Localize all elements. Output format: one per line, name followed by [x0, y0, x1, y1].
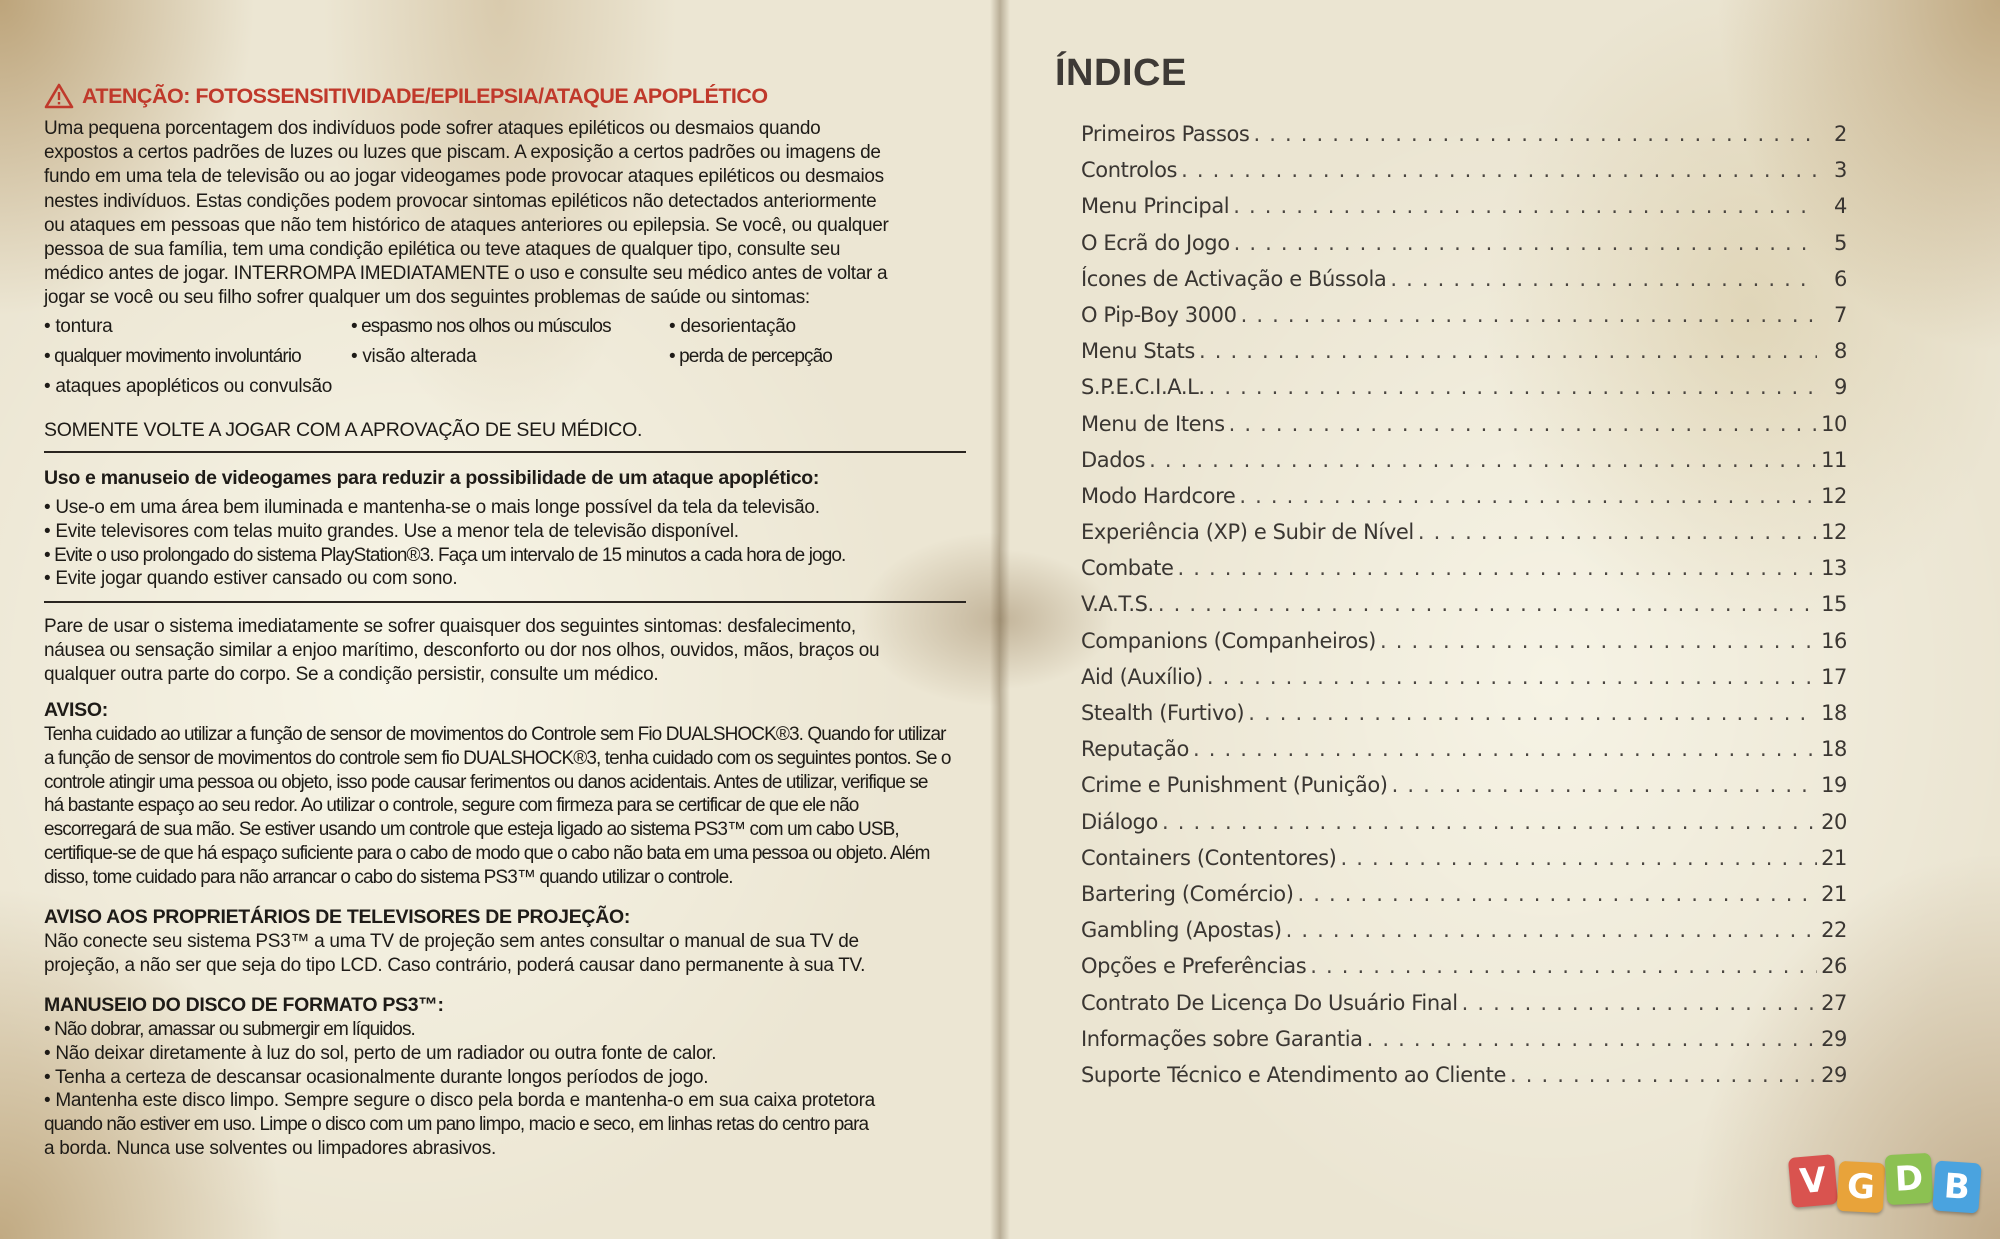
toc-leader-dots — [1310, 954, 1817, 978]
toc-entry-page-number: 16 — [1821, 628, 1847, 653]
toc-entry — [1081, 122, 1847, 158]
list-item: • Use-o em uma área bem iluminada e mantenha-se o mais longe possível da tela da televisão. — [44, 497, 820, 518]
toc-entry — [1081, 882, 1847, 918]
toc-entry-page-number: 9 — [1834, 375, 1847, 400]
toc-leader-dots — [1253, 122, 1817, 146]
toc-entry — [1081, 303, 1847, 339]
disc-paragraph — [44, 1018, 966, 1161]
logo-letter-tile: V — [1788, 1154, 1838, 1208]
aviso-paragraph — [44, 723, 966, 890]
toc-entry-label: Menu de Itens — [1081, 411, 1225, 436]
symptom-item: • visão alterada — [351, 346, 477, 367]
toc-entry-label: Dados — [1081, 447, 1146, 472]
symptom-item: • ataques apopléticos ou convulsão — [44, 376, 332, 397]
logo-letter-tile: D — [1885, 1153, 1934, 1205]
book-gutter — [990, 0, 1010, 1239]
toc-entry — [1081, 231, 1847, 267]
toc-leader-dots — [1462, 991, 1817, 1015]
toc-entry-label: Reputação — [1081, 737, 1189, 762]
toc-leader-dots — [1162, 810, 1817, 834]
toc-leader-dots — [1298, 882, 1817, 906]
toc-entry-label: Experiência (XP) e Subir de Nível — [1081, 520, 1414, 545]
list-item: • Evite televisores com telas muito grandes. Use a menor tela de televisão disponível. — [44, 520, 739, 542]
toc-leader-dots — [1149, 448, 1817, 472]
toc-entry-page-number: 19 — [1821, 773, 1847, 798]
toc-leader-dots — [1181, 158, 1817, 182]
page-title: ÍNDICE — [1055, 52, 1187, 94]
paragraph-line: controle atingir uma pessoa ou objeto, isso pode causar ferimentos ou danos acidentais. Antes de utilizar, verifique se — [44, 771, 928, 793]
toc-leader-dots — [1193, 737, 1817, 761]
toc-entry-label: Gambling (Apostas) — [1081, 918, 1282, 943]
approval-text: SOMENTE VOLTE A JOGAR COM A APROVAÇÃO DE SEU MÉDICO. — [44, 419, 643, 441]
paragraph-line: • Mantenha este disco limpo. Sempre segure o disco pela borda e mantenha-o em sua caixa protetora — [44, 1090, 875, 1112]
logo-letter-tile: B — [1932, 1160, 1981, 1213]
paragraph-line: médico antes de jogar. INTERROMPA IMEDIATAMENTE o uso e consulte seu médico antes de voltar a — [44, 263, 888, 285]
list-item: • Evite jogar quando estiver cansado ou com sono. — [44, 568, 458, 590]
warning-title-text: ATENÇÃO: FOTOSSENSITIVIDADE/EPILEPSIA/ATAQUE APOPLÉTICO — [82, 83, 768, 108]
toc-entry — [1081, 1063, 1847, 1099]
paragraph-line: quando não estiver em uso. Limpe o disco com um pano limpo, macio e seco, em linhas retas do centro para — [44, 1114, 869, 1136]
toc-entry-label: Diálogo — [1081, 809, 1158, 834]
toc-leader-dots — [1380, 629, 1817, 653]
toc-entry — [1081, 918, 1847, 954]
symptom-item: • tontura — [44, 316, 113, 337]
disc-heading: MANUSEIO DO DISCO DE FORMATO PS3™: — [44, 994, 444, 1016]
toc-entry — [1081, 520, 1847, 556]
projection-paragraph — [44, 930, 966, 978]
toc-entry-label: Combate — [1081, 556, 1174, 581]
toc-leader-dots — [1418, 520, 1817, 544]
symptom-list — [44, 316, 944, 406]
paragraph-line: fundo em uma tela de televisão ou ao jogar videogames pode provocar ataques epiléticos ou desmaios — [44, 166, 884, 188]
paragraph-line: a borda. Nunca use solventes ou limpadores abrasivos. — [44, 1137, 496, 1159]
toc-entry-label: Ícones de Activação e Bússola — [1081, 266, 1387, 291]
divider — [44, 601, 966, 603]
toc-entry-label: Menu Principal — [1081, 194, 1230, 219]
toc-entry-label: S.P.E.C.I.A.L. — [1081, 375, 1205, 400]
toc-entry-page-number: 8 — [1834, 339, 1847, 364]
logo-letter-tile: G — [1837, 1161, 1886, 1213]
warning-title — [44, 83, 768, 109]
vgdb-watermark-logo — [1790, 1152, 1982, 1214]
paragraph-line: há bastante espaço ao seu redor. Ao utilizar o controle, segure com firmeza para se certificar de que ele não — [44, 795, 859, 817]
toc-leader-dots — [1199, 339, 1817, 363]
paragraph-line: pessoa de sua família, tem uma condição epilética ou teve ataques de qualquer tipo, consulte seu — [44, 239, 841, 261]
toc-entry-label: O Pip-Boy 3000 — [1081, 302, 1237, 327]
toc-leader-dots — [1367, 1027, 1817, 1051]
toc-entry-label: Containers (Contentores) — [1081, 845, 1337, 870]
toc-entry — [1081, 665, 1847, 701]
toc-leader-dots — [1239, 484, 1817, 508]
toc-entry-label: V.A.T.S. — [1081, 592, 1154, 617]
toc-entry — [1081, 267, 1847, 303]
symptom-item: • espasmo nos olhos ou músculos — [351, 316, 611, 337]
toc-entry — [1081, 592, 1847, 628]
symptom-item: • desorientação — [669, 316, 796, 337]
toc-entry-page-number: 12 — [1821, 483, 1847, 508]
toc-entry-label: Primeiros Passos — [1081, 122, 1250, 146]
paragraph-line: • Tenha a certeza de descansar ocasionalmente durante longos períodos de jogo. — [44, 1066, 709, 1088]
toc-entry-page-number: 5 — [1834, 230, 1847, 255]
toc-entry-label: Companions (Companheiros) — [1081, 628, 1376, 653]
toc-entry-label: Opções e Preferências — [1081, 954, 1307, 979]
toc-entry-page-number: 26 — [1821, 954, 1847, 979]
toc-leader-dots — [1248, 701, 1817, 725]
toc-leader-dots — [1392, 773, 1817, 797]
toc-entry-page-number: 29 — [1821, 1026, 1847, 1051]
toc-entry-page-number: 13 — [1821, 556, 1847, 581]
toc-entry — [1081, 737, 1847, 773]
paragraph-line: a função de sensor de movimentos do controle sem fio DUALSHOCK®3, tenha cuidado com os seguintes pontos. Se o — [44, 747, 951, 769]
toc-entry — [1081, 158, 1847, 194]
paragraph-line: jogar se você ou seu filho sofrer qualquer um dos seguintes problemas de saúde ou sintomas: — [44, 287, 810, 309]
toc-entry-label: Menu Stats — [1081, 339, 1195, 364]
toc-entry-page-number: 20 — [1821, 809, 1847, 834]
toc-entry-label: O Ecrã do Jogo — [1081, 230, 1230, 255]
toc-entry-label: Aid (Auxílio) — [1081, 664, 1203, 689]
toc-entry — [1081, 954, 1847, 990]
toc-entry — [1081, 556, 1847, 592]
paragraph-line: nestes indivíduos. Estas condições podem provocar sintomas epiléticos não detectados anteriormente — [44, 190, 877, 212]
paragraph-line: expostos a certos padrões de luzes ou luzes que piscam. A exposição a certos padrões ou imagens de — [44, 142, 881, 164]
symptom-item: • qualquer movimento involuntário — [44, 346, 301, 367]
toc-entry-page-number: 21 — [1821, 845, 1847, 870]
toc-entry-page-number: 15 — [1821, 592, 1847, 617]
paragraph-line: náusea ou sensação similar a enjoo marítimo, desconforto ou dor nos olhos, ouvidos, mãos, braços ou — [44, 640, 880, 662]
toc-entry-page-number: 4 — [1834, 194, 1847, 219]
toc-entry-page-number: 29 — [1821, 1062, 1847, 1087]
toc-entry-label: Modo Hardcore — [1081, 483, 1236, 508]
paragraph-line: ou ataques em pessoas que não tem histórico de ataques anteriores ou epilepsia. Se você, ou qualquer — [44, 214, 889, 236]
toc-entry — [1081, 375, 1847, 411]
toc-entry-label: Suporte Técnico e Atendimento ao Cliente — [1081, 1062, 1506, 1087]
toc-entry-page-number: 18 — [1821, 701, 1847, 725]
toc-entry-page-number: 12 — [1821, 520, 1847, 545]
symptom-item: • perda de percepção — [669, 346, 832, 367]
toc-entry-label: Controlos — [1081, 158, 1178, 183]
toc-entry — [1081, 448, 1847, 484]
aviso-heading: AVISO: — [44, 699, 108, 721]
toc-entry — [1081, 773, 1847, 809]
toc-leader-dots — [1510, 1063, 1817, 1087]
toc-entry-label: Stealth (Furtivo) — [1081, 701, 1245, 725]
toc-leader-dots — [1207, 665, 1817, 689]
paragraph-line: certifique-se de que há espaço suficiente para o cabo de modo que o cabo não bata em uma pessoa ou objeto. Além — [44, 842, 930, 864]
toc-entry — [1081, 339, 1847, 375]
toc-leader-dots — [1178, 556, 1817, 580]
toc-entry — [1081, 701, 1847, 737]
stop-paragraph — [44, 615, 966, 688]
toc-leader-dots — [1286, 918, 1817, 942]
toc-leader-dots — [1209, 375, 1817, 399]
paragraph-line: Pare de usar o sistema imediatamente se sofrer quaisquer dos seguintes sintomas: desfalecimento, — [44, 616, 856, 637]
paragraph-line: Tenha cuidado ao utilizar a função de sensor de movimentos do Controle sem Fio DUALSHOCK®3. Quando for utilizar — [44, 724, 946, 745]
paragraph-line: qualquer outra parte do corpo. Se a condição persistir, consulte um médico. — [44, 664, 659, 686]
toc-entry — [1081, 194, 1847, 230]
toc-entry-page-number: 21 — [1821, 881, 1847, 906]
warning-triangle-icon — [44, 83, 74, 109]
toc-entry — [1081, 629, 1847, 665]
paragraph-line: projeção, a não ser que seja do tipo LCD. Caso contrário, poderá causar dano permanente à sua TV. — [44, 955, 866, 977]
toc-entry-page-number: 7 — [1834, 302, 1847, 327]
paragraph-line: escorregará de sua mão. Se estiver usando um controle que esteja ligado ao sistema PS3™ com um cabo USB, — [44, 819, 899, 841]
toc-leader-dots — [1241, 303, 1817, 327]
toc-entry-page-number: 2 — [1834, 122, 1847, 146]
toc-leader-dots — [1340, 846, 1817, 870]
toc-entry-page-number: 27 — [1821, 990, 1847, 1015]
toc-entry-label: Bartering (Comércio) — [1081, 881, 1294, 906]
list-item: • Evite o uso prolongado do sistema PlayStation®3. Faça um intervalo de 15 minutos a cada hora de jogo. — [44, 544, 846, 566]
paragraph-line: • Não dobrar, amassar ou submergir em líquidos. — [44, 1019, 415, 1040]
toc-entry — [1081, 846, 1847, 882]
toc-entry-label: Crime e Punishment (Punição) — [1081, 773, 1388, 798]
toc-entry — [1081, 484, 1847, 520]
toc-entry — [1081, 1027, 1847, 1063]
toc-entry — [1081, 412, 1847, 448]
paragraph-line: disso, tome cuidado para não arrancar o cabo do sistema PS3™ quando utilizar o controle. — [44, 866, 733, 888]
toc-entry-label: Informações sobre Garantia — [1081, 1026, 1363, 1051]
toc-entry-page-number: 17 — [1821, 664, 1847, 689]
toc-entry-page-number: 11 — [1821, 447, 1847, 472]
table-of-contents — [1081, 122, 1847, 1099]
usage-bullets — [44, 496, 966, 591]
warning-paragraph — [44, 117, 966, 311]
paragraph-line: Uma pequena porcentagem dos indivíduos pode sofrer ataques epiléticos ou desmaios quando — [44, 118, 821, 139]
projection-heading: AVISO AOS PROPRIETÁRIOS DE TELEVISORES DE PROJEÇÃO: — [44, 906, 631, 928]
toc-leader-dots — [1233, 194, 1817, 218]
paragraph-line: • Não deixar diretamente à luz do sol, perto de um radiador ou outra fonte de calor. — [44, 1042, 717, 1064]
toc-entry-label: Contrato De Licença Do Usuário Final — [1081, 990, 1458, 1015]
toc-leader-dots — [1234, 231, 1817, 255]
toc-entry-page-number: 10 — [1821, 411, 1847, 436]
paragraph-line: Não conecte seu sistema PS3™ a uma TV de projeção sem antes consultar o manual de sua TV de — [44, 931, 859, 952]
toc-leader-dots — [1390, 267, 1817, 291]
usage-heading: Uso e manuseio de videogames para reduzir a possibilidade de um ataque apoplético: — [44, 467, 820, 489]
toc-entry-page-number: 22 — [1821, 918, 1847, 943]
toc-entry-page-number: 6 — [1834, 266, 1847, 291]
toc-entry — [1081, 810, 1847, 846]
toc-entry — [1081, 991, 1847, 1027]
toc-leader-dots — [1158, 592, 1817, 616]
toc-entry-page-number: 18 — [1821, 737, 1847, 762]
divider — [44, 451, 966, 453]
toc-entry-page-number: 3 — [1834, 158, 1847, 183]
toc-leader-dots — [1229, 412, 1817, 436]
